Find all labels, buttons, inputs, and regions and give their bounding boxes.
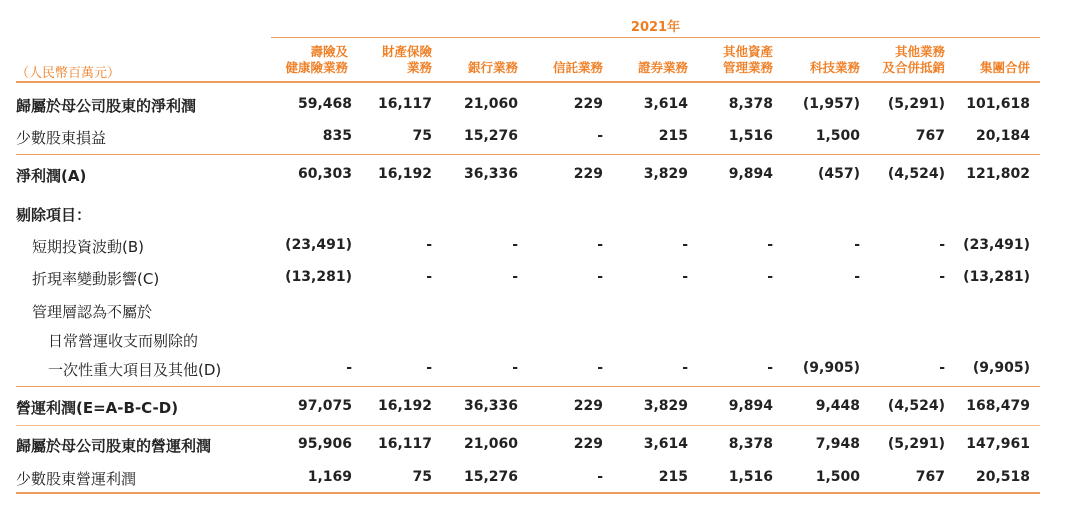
column-header-line1: 其他業務 bbox=[894, 44, 945, 59]
bottom-rule bbox=[16, 492, 1040, 494]
table-cell: (23,491) bbox=[963, 237, 1030, 253]
table-cell: 75 bbox=[412, 128, 432, 144]
table-cell: (9,905) bbox=[972, 360, 1030, 376]
table-cell: 59,468 bbox=[297, 96, 352, 112]
table-cell: - bbox=[767, 237, 773, 253]
table-cell: 3,614 bbox=[643, 96, 688, 112]
table-cell: - bbox=[426, 360, 432, 376]
row-divider bbox=[16, 154, 1040, 155]
column-header-line2: 科技業務 bbox=[809, 60, 860, 75]
column-header-line2: 健康險業務 bbox=[285, 60, 348, 75]
table-cell: 36,336 bbox=[463, 166, 518, 182]
row-label: 歸屬於母公司股東的營運利潤 bbox=[16, 437, 212, 455]
row-label: 歸屬於母公司股東的淨利潤 bbox=[16, 97, 197, 115]
table-cell: 1,169 bbox=[307, 469, 352, 485]
row-label: 少數股東損益 bbox=[16, 129, 107, 147]
table-cell: - bbox=[682, 237, 688, 253]
column-header-line1: 其他資產 bbox=[722, 44, 773, 59]
table-cell: 8,378 bbox=[728, 436, 773, 452]
table-cell: - bbox=[426, 269, 432, 285]
table-cell: 9,894 bbox=[728, 166, 773, 182]
table-cell: (4,524) bbox=[887, 398, 945, 414]
row-label: 少數股東營運利潤 bbox=[16, 470, 137, 488]
table-cell: 16,192 bbox=[377, 166, 432, 182]
table-cell: - bbox=[597, 360, 603, 376]
year-header: 2021年 bbox=[630, 20, 681, 35]
table-cell: 7,948 bbox=[815, 436, 860, 452]
table-cell: - bbox=[767, 360, 773, 376]
row-label: 日常營運收支而剔除的 bbox=[48, 332, 199, 350]
table-cell: 1,500 bbox=[815, 128, 860, 144]
row-label: 短期投資波動(B) bbox=[32, 238, 144, 256]
table-cell: 97,075 bbox=[297, 398, 352, 414]
table-cell: - bbox=[939, 237, 945, 253]
table-cell: 16,117 bbox=[377, 96, 432, 112]
table-cell: 767 bbox=[915, 128, 945, 144]
table-cell: 75 bbox=[412, 469, 432, 485]
row-divider bbox=[16, 425, 1040, 426]
table-cell: 16,117 bbox=[377, 436, 432, 452]
table-cell: - bbox=[767, 269, 773, 285]
column-header-line1: 壽險及 bbox=[310, 44, 348, 59]
column-header-line2: 證券業務 bbox=[637, 60, 688, 75]
table-cell: 15,276 bbox=[463, 469, 518, 485]
table-cell: - bbox=[597, 269, 603, 285]
column-header-line2: 管理業務 bbox=[722, 60, 773, 75]
row-label: 管理層認為不屬於 bbox=[32, 303, 153, 321]
table-cell: 229 bbox=[573, 436, 603, 452]
row-label: 折現率變動影響(C) bbox=[32, 270, 160, 288]
table-cell: 3,829 bbox=[643, 398, 688, 414]
table-cell: (5,291) bbox=[887, 436, 945, 452]
table-cell: 3,614 bbox=[643, 436, 688, 452]
table-cell: 20,518 bbox=[975, 469, 1030, 485]
table-cell: - bbox=[512, 237, 518, 253]
table-cell: 1,516 bbox=[728, 128, 773, 144]
table-cell: - bbox=[682, 269, 688, 285]
table-cell: - bbox=[854, 269, 860, 285]
column-header-line2: 銀行業務 bbox=[467, 60, 518, 75]
table-cell: 9,894 bbox=[728, 398, 773, 414]
table-cell: 95,906 bbox=[297, 436, 352, 452]
unit-label: （人民幣百萬元） bbox=[16, 66, 121, 81]
table-cell: (13,281) bbox=[285, 269, 352, 285]
column-header bbox=[920, 44, 1030, 76]
column-header-line1 bbox=[920, 44, 1030, 60]
table-cell: - bbox=[597, 128, 603, 144]
table-cell: 16,192 bbox=[377, 398, 432, 414]
column-header-line2: 集團合併 bbox=[979, 60, 1030, 75]
table-cell: 15,276 bbox=[463, 128, 518, 144]
table-cell: - bbox=[597, 237, 603, 253]
table-cell: 3,829 bbox=[643, 166, 688, 182]
column-header-line2: 信託業務 bbox=[552, 60, 603, 75]
table-cell: 21,060 bbox=[463, 436, 518, 452]
table-cell: 21,060 bbox=[463, 96, 518, 112]
table-cell: 229 bbox=[573, 398, 603, 414]
table-cell: 168,479 bbox=[966, 398, 1030, 414]
table-cell: - bbox=[597, 469, 603, 485]
table-cell: (9,905) bbox=[802, 360, 860, 376]
table-cell: 36,336 bbox=[463, 398, 518, 414]
row-label: 淨利潤(A) bbox=[16, 167, 87, 185]
table-cell: 147,961 bbox=[966, 436, 1030, 452]
table-cell: 20,184 bbox=[975, 128, 1030, 144]
table-cell: 215 bbox=[658, 128, 688, 144]
table-cell: 1,516 bbox=[728, 469, 773, 485]
header-rule bbox=[16, 81, 1040, 83]
table-cell: - bbox=[939, 269, 945, 285]
table-cell: (457) bbox=[817, 166, 860, 182]
table-cell: 1,500 bbox=[815, 469, 860, 485]
row-label: 營運利潤(E=A-B-C-D) bbox=[16, 399, 179, 417]
table-cell: - bbox=[854, 237, 860, 253]
table-cell: 8,378 bbox=[728, 96, 773, 112]
table-cell: 835 bbox=[322, 128, 352, 144]
column-header-line1: 財產保險 bbox=[381, 44, 432, 59]
table-cell: (5,291) bbox=[887, 96, 945, 112]
table-cell: - bbox=[939, 360, 945, 376]
table-cell: 767 bbox=[915, 469, 945, 485]
row-label: 一次性重大項目及其他(D) bbox=[48, 361, 222, 379]
column-header-line2: 及合併抵銷 bbox=[882, 60, 945, 75]
table-cell: 229 bbox=[573, 166, 603, 182]
table-cell: 9,448 bbox=[815, 398, 860, 414]
row-divider bbox=[16, 386, 1040, 387]
table-cell: - bbox=[682, 360, 688, 376]
table-cell: - bbox=[346, 360, 352, 376]
table-cell: (1,957) bbox=[802, 96, 860, 112]
year-divider bbox=[271, 37, 1040, 38]
table-cell: (23,491) bbox=[285, 237, 352, 253]
table-cell: 229 bbox=[573, 96, 603, 112]
column-header-line2: 業務 bbox=[406, 60, 432, 75]
table-cell: 121,802 bbox=[966, 166, 1030, 182]
table-cell: (4,524) bbox=[887, 166, 945, 182]
table-cell: 215 bbox=[658, 469, 688, 485]
row-label: 剔除項目： bbox=[16, 206, 92, 224]
table-cell: - bbox=[426, 237, 432, 253]
table-cell: 60,303 bbox=[297, 166, 352, 182]
table-cell: - bbox=[512, 360, 518, 376]
table-cell: (13,281) bbox=[963, 269, 1030, 285]
table-cell: 101,618 bbox=[966, 96, 1030, 112]
table-cell: - bbox=[512, 269, 518, 285]
